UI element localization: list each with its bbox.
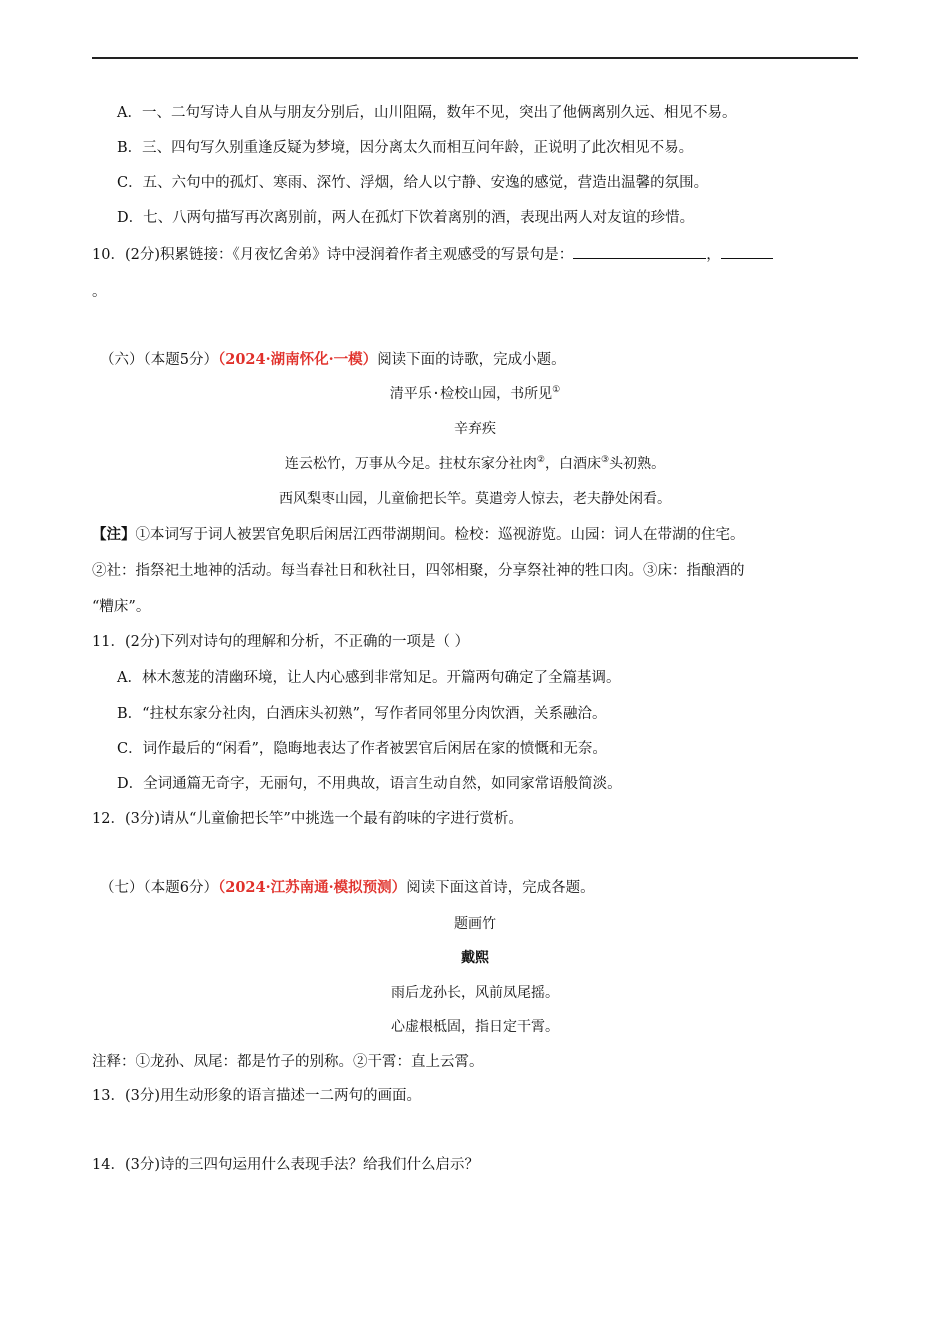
section7-prefix: （七）（本题6分） [100,880,218,896]
section6-prefix: （六）（本题5分） [100,352,218,368]
section6-poem-line-1 [92,454,858,474]
q10-end: 。 [92,284,107,300]
section6-poem-line-2: 西风梨枣山园，儿童偷把长竿。莫遣旁人惊去，老夫静处闲看。 [279,491,671,507]
q9-option-a: A．一、二句写诗人自从与朋友分别后，山川阻隔，数年不见，突出了他俩离别久远、相见不易。 [117,105,737,121]
section6-note-1 [92,525,745,545]
section6-note-2: ②社：指祭祀土地神的活动。每当春社日和秋社日，四邻相聚，分享祭社神的牲口肉。③床：指酿酒的 [92,563,745,579]
section6-header [100,350,566,370]
q10-blank-2[interactable] [721,244,773,259]
section7-header [100,878,595,898]
footnote-mark: ② [536,455,545,465]
section7-instruction: 阅读下面这首诗，完成各题。 [406,880,595,896]
section7-author: 戴熙 [461,950,489,966]
section7-note: 注释：①龙孙、凤尾：都是竹子的别称。②干霄：直上云霄。 [92,1054,484,1070]
q10-question [92,244,773,265]
section6-instruction: 阅读下面的诗歌，完成小题。 [377,352,566,368]
poem-line-text: 连云松竹，万事从今足。拄杖东家分社肉 [284,456,537,472]
section7-poem-line-2: 心虚根柢固，指日定干霄。 [391,1019,559,1035]
q9-option-b: B．三、四句写久别重逢反疑为梦境，因分离太久而相互问年龄，正说明了此次相见不易。 [117,140,694,156]
footnote-mark: ① [552,385,561,395]
section6-author: 辛弃疾 [454,421,496,437]
section6-source: （2024·湖南怀化·一模） [217,351,378,368]
poem-line-text: ，白酒床 [545,456,601,472]
section7-source: （2024·江苏南通·模拟预测） [217,879,407,896]
header-rule [92,57,858,59]
note-label: 【注】 [92,526,136,543]
poem-line-text: 头初熟。 [609,456,666,472]
q12-question: 12．(3分)请从“儿童偷把长竿”中挑选一个最有韵味的字进行赏析。 [92,811,523,827]
q13-question: 13．(3分)用生动形象的语言描述一二两句的画面。 [92,1088,421,1104]
q11-option-a: A．林木葱茏的清幽环境，让人内心感到非常知足。开篇两句确定了全篇基调。 [117,670,621,686]
q10-blank-1[interactable] [573,244,706,259]
q11-stem: 11．(2分)下列对诗句的理解和分析，不正确的一项是（ ） [92,634,470,650]
q9-option-d: D．七、八两句描写再次离别前，两人在孤灯下饮着离别的酒，表现出两人对友谊的珍惜。 [117,210,695,226]
section6-poem-title [92,384,858,404]
section7-poem-title: 题画竹 [454,916,496,932]
footnote-mark: ③ [601,455,610,465]
poem-title-text: 清平乐·检校山园，书所见 [389,386,553,402]
q11-option-d: D．全词通篇无奇字，无丽句，不用典故，语言生动自然，如同家常语般简淡。 [117,776,622,792]
q11-option-c: C．词作最后的“闲看”，隐晦地表达了作者被罢官后闲居在家的愤慨和无奈。 [117,741,607,757]
section6-note-3: “糟床”。 [92,599,151,615]
q14-question: 14．(3分)诗的三四句运用什么表现手法？给我们什么启示？ [92,1157,479,1173]
note-text: ①本词写于词人被罢官免职后闲居江西带湖期间。检校：巡视游览。山园：词人在带湖的住宅。 [135,527,745,543]
q11-option-b: B．“拄杖东家分社肉，白酒床头初熟”，写作者同邻里分肉饮酒，关系融洽。 [117,706,607,722]
q10-text: 10．(2分)积累链接：《月夜忆舍弟》诗中浸润着作者主观感受的写景句是： [92,247,574,263]
section7-poem-line-1: 雨后龙孙长，风前凤尾摇。 [391,985,559,1001]
q9-option-c: C．五、六句中的孤灯、寒雨、深竹、浮烟，给人以宁静、安逸的感觉，营造出温馨的氛围。 [117,175,709,191]
q10-comma: ， [706,247,721,263]
